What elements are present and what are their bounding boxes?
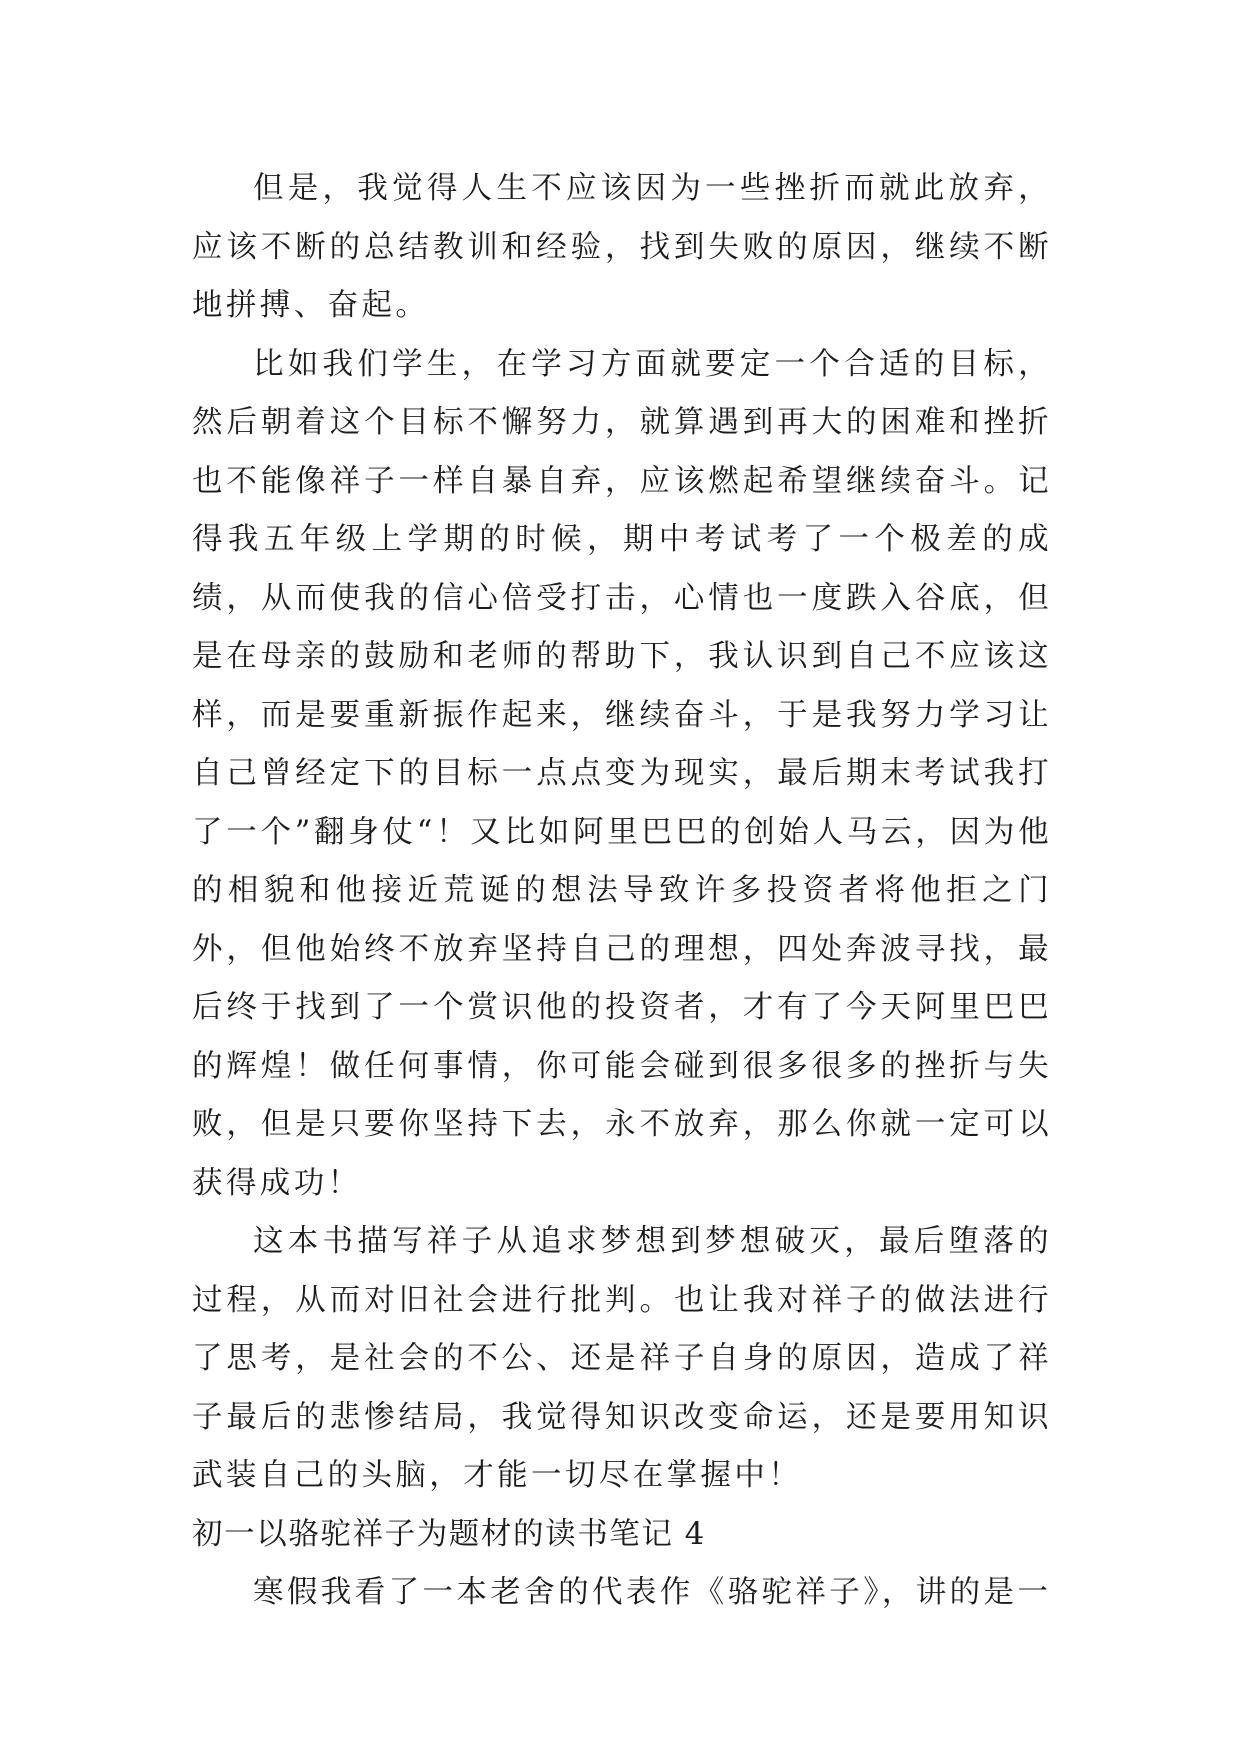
section-heading: 初一以骆驼祥子为题材的读书笔记 4 [192, 1516, 706, 1552]
paragraph: 但是，我觉得人生不应该因为一些挫折而就此放弃，应该不断的总结教训和经验，找到失败的原因，继续不断地拼搏、奋起。 [192, 171, 1052, 323]
paragraph: 寒假我看了一本老舍的代表作《骆驼祥子》，讲的是一 [253, 1575, 1052, 1610]
paragraph: 这本书描写祥子从追求梦想到梦想破灭，最后堕落的过程，从而对旧社会进行批判。也让我对祥子的做法进行了思考，是社会的不公、还是祥子自身的原因，造成了祥子最后的悲惨结局，我觉得知识改变命运，还是要用知识武装自己的头脑，才能一切尽在掌握中！ [192, 1224, 1052, 1493]
paragraph: 比如我们学生，在学习方面就要定一个合适的目标，然后朝着这个目标不懈努力，就算遇到再大的困难和挫折也不能像祥子一样自暴自弃，应该燃起希望继续奋斗。记得我五年级上学期的时候，期中考试考了一个极差的成绩，从而使我的信心倍受打击，心情也一度跌入谷底，但是在母亲的鼓励和老师的帮助下，我认识到自己不应该这样，而是要重新振作起来，继续奋斗，于是我努力学习让自己曾经定下的目标一点点变为现实，最后期末考试我打了一个”翻身仗“！又比如阿里巴巴的创始人马云，因为他的相貌和他接近荒诞的想法导致许多投资者将他拒之门外，但他始终不放弃坚持自己的理想，四处奔波寻找，最后终于找到了一个赏识他的投资者，才有了今天阿里巴巴的辉煌！做任何事情，你可能会碰到很多很多的挫折与失败，但是只要你坚持下去，永不放弃，那么你就一定可以获得成功！ [192, 346, 1052, 1201]
document-body [192, 160, 1052, 1623]
